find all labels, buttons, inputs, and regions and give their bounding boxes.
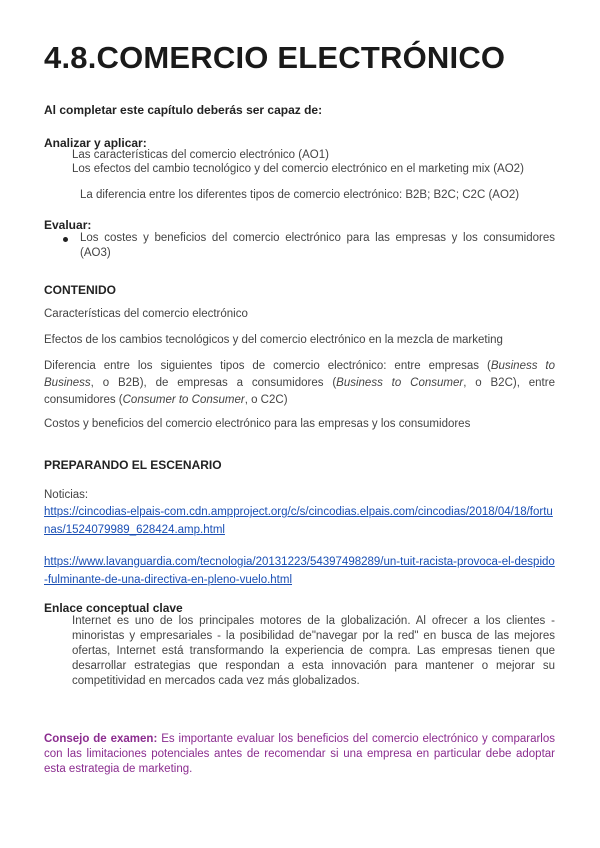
contenido-item-4: Costos y beneficios del comercio electrónico para las empresas y los consumidores xyxy=(44,418,471,430)
exam-tip xyxy=(44,732,555,777)
contenido-item-3: Diferencia entre los siguientes tipos de comercio electrónico: entre empresas (Business to Business, o B2B), de empresas a consumidores (Business to Consumer, o B2C), entre consumidores (Consumer to Consumer, o C2C) xyxy=(44,360,555,406)
evaluar-heading: Evaluar: xyxy=(44,218,92,232)
escenario-heading: PREPARANDO EL ESCENARIO xyxy=(44,458,222,472)
analizar-item-2: Los efectos del cambio tecnológico y del comercio electrónico en el marketing mix (AO2) xyxy=(72,163,524,175)
analizar-item-1: Las características del comercio electrónico (AO1) xyxy=(72,149,329,161)
contenido-item-2: Efectos de los cambios tecnológicos y del comercio electrónico en la mezcla de marketing xyxy=(44,334,503,346)
bullet-icon xyxy=(63,237,68,242)
contenido-item-1: Características del comercio electrónico xyxy=(44,308,248,320)
enlace-text: Internet es uno de los principales motores de la globalización. Al ofrecer a los clientes - minoristas y empresariales - la posibilidad de"navegar por la red" en busca de las mejores ofertas, Internet está transformando la experiencia de compra. Las empresas tienen que desarrollar estrategias que respondan a esta innovación para mantener o mejorar su competitividad en mercados cada vez más globalizados. xyxy=(72,615,555,687)
objectives-intro: Al completar este capítulo deberás ser capaz de: xyxy=(44,103,323,117)
analizar-item-3: La diferencia entre los diferentes tipos de comercio electrónico: B2B; B2C; C2C (AO2) xyxy=(80,189,520,201)
news-link-2[interactable]: https://www.lavanguardia.com/tecnologia/20131223/54397498289/un-tuit-racista-provoca-el-despido-fulminante-de-una-directiva-en-pleno-vuelo.html xyxy=(44,556,555,586)
exam-tip-label: Consejo de examen: xyxy=(44,733,158,745)
analizar-heading: Analizar y aplicar: xyxy=(44,136,147,150)
evaluar-bullet: Los costes y beneficios del comercio electrónico para las empresas y los consumidores (AO3) xyxy=(80,232,555,259)
chapter-title: 4.8.COMERCIO ELECTRÓNICO xyxy=(44,40,506,75)
contenido-heading: CONTENIDO xyxy=(44,283,116,297)
exam-tip-text: Es importante evaluar los beneficios del comercio electrónico y compararlos con las limitaciones potenciales antes de recomendar si una empresa en particular debe adoptar esta estrategia de marketing. xyxy=(44,733,555,775)
news-link-1[interactable]: https://cincodias-elpais-com.cdn.ampproject.org/c/s/cincodias.elpais.com/cincodias/2018/04/18/fortunas/1524079989_628424.amp.html xyxy=(44,506,553,536)
noticias-label: Noticias: xyxy=(44,489,89,501)
enlace-heading: Enlace conceptual clave xyxy=(44,601,183,615)
